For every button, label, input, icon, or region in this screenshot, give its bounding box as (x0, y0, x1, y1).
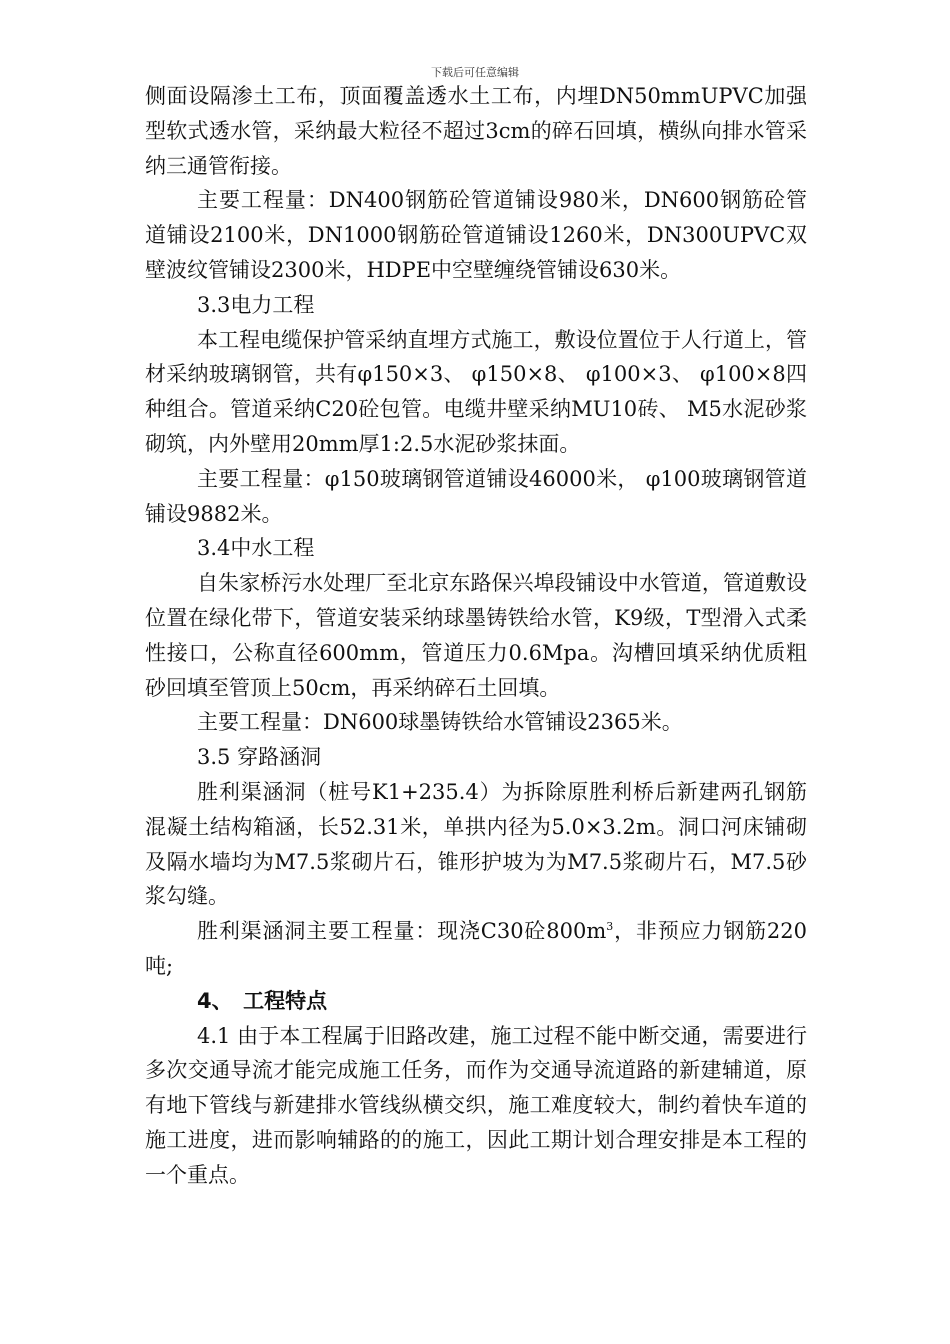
paragraph-culvert-description: 胜利渠涵洞（桩号K1+235.4）为拆除原胜利桥后新建两孔钢筋混凝土结构箱涵，长52.31米，单拱内径为5.0×3.2m。洞口河床铺砌及隔水墙均为M7.5浆砌片石，锥形护坡为为M7.5浆砌片石，M7.5砂浆勾缝。 (145, 779, 807, 909)
culvert-quantities-text-after: ，非预应力钢筋220吨; (145, 919, 807, 978)
paragraph-drainage-continued: 侧面设隔渗土工布，顶面覆盖透水土工布，内埋DN50mmUPVC加强型软式透水管，采纳最大粒径不超过3cm的碎石回填，横纵向排水管采纳三通管衔接。 (145, 84, 807, 178)
section-heading-3-4: 3.4中水工程 (197, 536, 315, 561)
paragraph-reclaimed-water-quantities: 主要工程量：DN600球墨铸铁给水管铺设2365米。 (197, 710, 683, 735)
cubic-superscript: 3 (606, 920, 614, 934)
paragraph-reclaimed-water-description: 自朱家桥污水处理厂至北京东路保兴埠段铺设中水管道，管道敷设位置在绿化带下，管道安装采纳球墨铸铁给水管，K9级，T型滑入式柔性接口，公称直径600mm，管道压力0.6Mpa。沟槽回填采纳优质粗砂回填至管顶上50cm，再采纳碎石土回填。 (145, 571, 807, 700)
paragraph-project-features-4-1: 4.1 由于本工程属于旧路改建，施工过程不能中断交通，需要进行多次交通导流才能完成施工任务，而作为交通导流道路的新建辅道，原有地下管线与新建排水管线纵横交织，施工难度较大，制约着快车道的施工进度，进而影响辅路的的施工，因此工期计划合理安排是本工程的一个重点。 (145, 1023, 807, 1187)
section-heading-4: 4、 工程特点 (197, 988, 328, 1013)
paragraph-drainage-quantities: 主要工程量：DN400钢筋砼管道铺设980米，DN600钢筋砼管道铺设2100米，DN1000钢筋砼管道铺设1260米，DN300UPVC双壁波纹管铺设2300米，HDPE中空壁缠绕管铺设630米。 (145, 188, 807, 282)
section-heading-3-5: 3.5 穿路涵洞 (197, 745, 322, 770)
paragraph-power-quantities: 主要工程量：φ150玻璃钢管道铺设46000米， φ100玻璃钢管道铺设9882米。 (145, 466, 807, 526)
page-header-note: 下载后可任意编辑 (431, 66, 519, 79)
section-heading-3-3: 3.3电力工程 (197, 292, 315, 317)
paragraph-power-description: 本工程电缆保护管采纳直埋方式施工，敷设位置位于人行道上，管材采纳玻璃钢管，共有φ150×3、 φ150×8、 φ100×3、 φ100×8四种组合。管道采纳C20砼包管。电缆井壁采纳MU10砖、 M5水泥砂浆砌筑，内外壁用20mm厚1:2.5水泥砂浆抹面。 (145, 327, 807, 456)
paragraph-culvert-quantities (145, 914, 807, 984)
document-body (145, 79, 807, 1193)
culvert-quantities-text-before: 胜利渠涵洞主要工程量：现浇C30砼800m (197, 919, 607, 944)
